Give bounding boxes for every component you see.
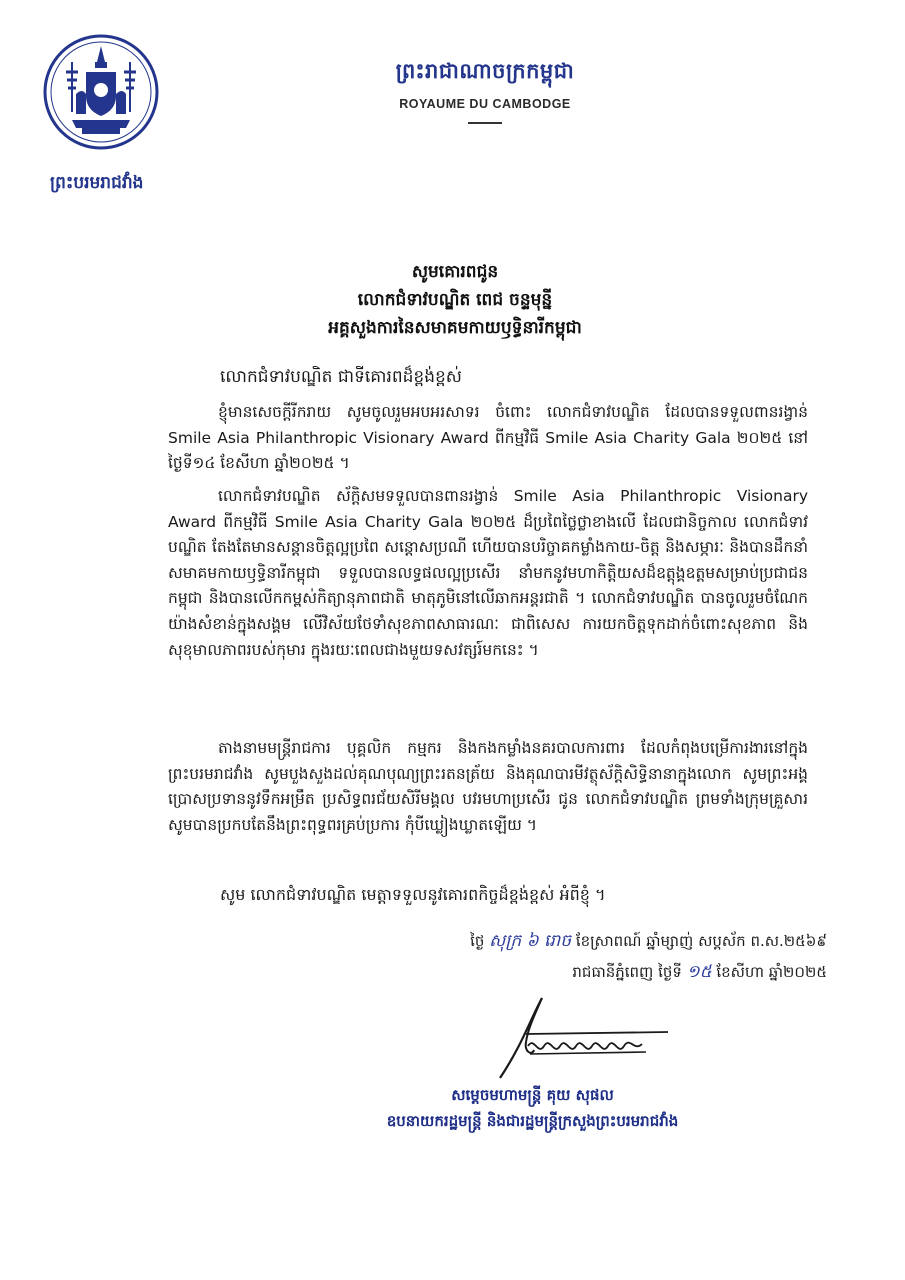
recipient-name: លោកជំទាវបណ្ឌិត ពេជ ចន្ទមុន្នី [357, 290, 553, 310]
header-divider [468, 122, 502, 124]
letter-paragraph [168, 400, 808, 477]
salutation: លោកជំទាវបណ្ឌិត ជាទីគោរពដ៏ខ្ពង់ខ្ពស់ [220, 367, 462, 387]
paragraph-text: លោកជំទាវបណ្ឌិត ស័ក្តិសមទទួលបានពានរង្វាន់ Smile Asia Philanthropic Visionary Award ពីកម្មវិធី Smile Asia Charity Gala ២០២៥ ដ៏ប្រពៃថ្លៃថ្លាខាងលើ ដែលជានិច្ចកាល លោកជំទាវបណ្ឌិត តែងតែមានសន្តានចិត្តល្អប្រពៃ សន្តោសប្រណី ហើយបានបរិច្ចាគកម្លាំងកាយ-ចិត្ត និងសម្ភារៈ និងបានដឹកនាំសមាគមកាយឫទ្ធិនារីកម្ពុជា ទទួលបានលទ្ធផលល្អប្រសើរ នាំមកនូវមហាកិត្តិយសដ៏ឧត្តុង្គឧត្តមសម្រាប់ប្រជាជនកម្ពុជា និងបានលើកកម្ពស់កិត្យានុភាពជាតិ មាតុភូមិនៅលើឆាកអន្តរជាតិ ។ លោកជំទាវបណ្ឌិត បានចូលរួមចំណែកយ៉ាងសំខាន់ក្នុងសង្គម លើវិស័យថែទាំសុខភាពសាធារណៈ ជាពិសេស ការយកចិត្តទុកដាក់ចំពោះសុខភាព និងសុខុមាលភាពរបស់កុមារ ក្នុងរយៈពេលជាងមួយទសវត្សរ៍មកនេះ ។ [168, 487, 808, 659]
lunar-month-year: ខែស្រាពណ៍ ឆ្នាំម្សាញ់ សប្តស័ក ព.ស.២៥៦៩ [575, 932, 827, 950]
letter-paragraph [168, 484, 808, 663]
letter-paragraph [168, 736, 808, 838]
signer-title: ឧបនាយករដ្ឋមន្ត្រី និងជារដ្ឋមន្ត្រីក្រសួងព្រះបរមរាជវាំង [386, 1112, 679, 1130]
handwritten-day: ១៥ [686, 962, 712, 982]
handwritten-lunar-day: សុក្រ ៦ រោច [489, 931, 572, 951]
lunar-date-line [470, 930, 827, 955]
place-and-day-label: រាជធានីភ្នំពេញ ថ្ងៃទី [572, 963, 682, 981]
recipient-block [240, 258, 670, 342]
paragraph-text: ខ្ញុំមានសេចក្តីរីករាយ សូមចូលរួមអបអរសាទរ ចំពោះ លោកជំទាវបណ្ឌិត ដែលបានទទួលពានរង្វាន់ Smile Asia Philanthropic Visionary Award ពីកម្មវិធី Smile Asia Charity Gala ២០២៥ នៅថ្ងៃទី១៤ ខែសីហា ឆ្នាំ២០២៥ ។ [168, 403, 808, 473]
recipient-title: អគ្គសួងការនៃសមាគមកាយឫទ្ធិនារីកម្ពុជា [328, 318, 582, 338]
paragraph-text: តាងនាមមន្ត្រីរាជការ បុគ្គលិក កម្មករ និងកងកម្លាំងនគរបាលការពារ ដែលកំពុងបម្រើការងារនៅក្នុងព្រះបរមរាជវាំង សូមបួងសួងដល់គុណបុណ្យព្រះរតនត្រ័យ និងគុណបារមីវត្ថុស័ក្តិសិទ្ធិនានាក្នុងលោក សូមព្រះអង្គប្រោសប្រទាននូវទឹកអម្រឹត ប្រសិទ្ធពរជ័យសិរីមង្គល បវរមហាប្រសើរ ជូន លោកជំទាវបណ្ឌិត ព្រមទាំងក្រុមគ្រួសារ សូមបានប្រកបតែនឹងព្រះពុទ្ធពរគ្រប់ប្រការ កុំបីឃ្លៀងឃ្លាតឡើយ ។ [168, 739, 808, 834]
signature-icon [470, 990, 680, 1085]
kingdom-header [300, 58, 670, 124]
date-prefix: ថ្ងៃ [470, 932, 485, 950]
closing-line: សូម លោកជំទាវបណ្ឌិត មេត្តាទទួលនូវគោរពកិច្ចដ៏ខ្ពង់ខ្ពស់ អំពីខ្ញុំ ។ [220, 885, 606, 904]
royal-emblem-icon [42, 32, 160, 152]
ministry-label: ព្រះបរមរាជវាំង [50, 173, 144, 193]
signer-name: សម្តេចមហាមន្ត្រី គុយ សុផល [451, 1086, 614, 1104]
kingdom-title-khmer: ព្រះរាជាណាចក្រកម្ពុជា [395, 59, 575, 83]
month-year: ខែសីហា ឆ្នាំ២០២៥ [716, 963, 827, 981]
recipient-greeting: សូមគោរពជូន [411, 262, 499, 282]
solar-date-line [572, 961, 827, 986]
kingdom-title-french: ROYAUME DU CAMBODGE [399, 97, 571, 111]
